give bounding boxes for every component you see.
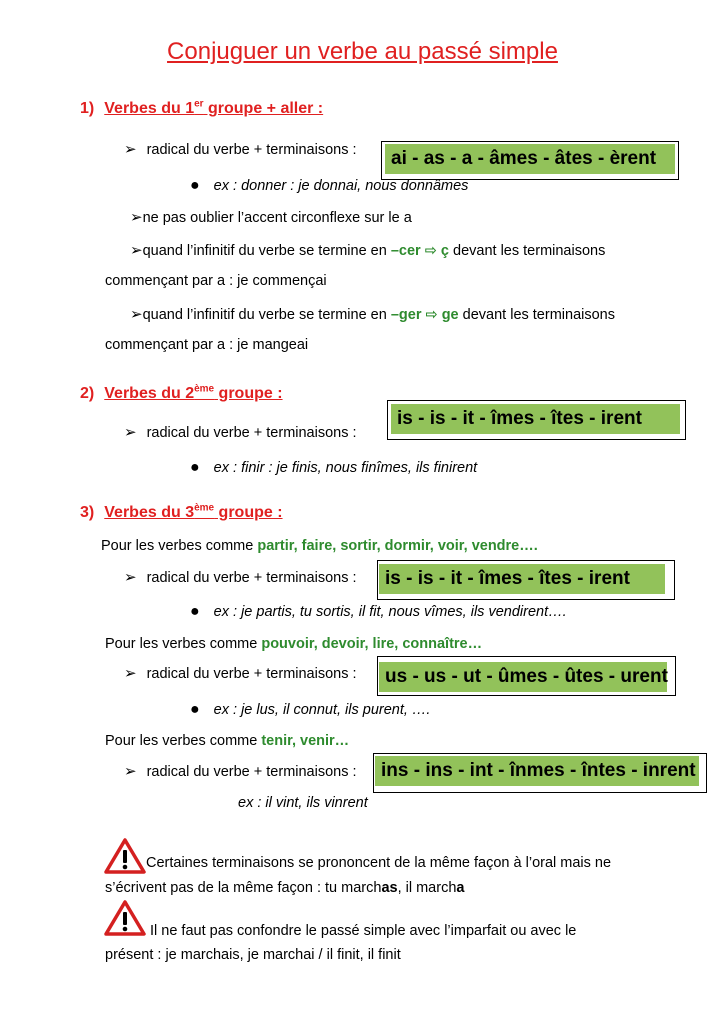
right-arrow-icon: ⇨ — [424, 243, 437, 259]
verb-list: tenir, venir… — [261, 733, 350, 749]
example-text: ex : je lus, il connut, ils purent, …. — [213, 702, 431, 718]
radical-text: radical du verbe + terminaisons : — [146, 425, 357, 441]
example-line — [190, 603, 567, 621]
section-title-sup: ème — [194, 502, 215, 514]
warning-2-line1: Il ne faut pas confondre le passé simple avec l’imparfait ou avec le — [150, 923, 577, 939]
note-continuation: commençant par a : je mangeai — [105, 337, 309, 353]
example-line — [190, 177, 468, 195]
note-line — [130, 208, 412, 226]
arrow-bullet-icon: ➢ — [130, 306, 143, 323]
example-text: ex : donner : je donnai, nous donnâmes — [213, 178, 469, 194]
section-title-text: groupe + aller : — [203, 100, 324, 117]
section-title — [104, 504, 282, 521]
arrow-bullet-icon: ➢ — [130, 209, 143, 226]
green-term: ge — [441, 307, 459, 323]
radical-text: radical du verbe + terminaisons : — [146, 666, 357, 682]
warning-text: s’écrivent pas de la même façon : tu march — [105, 880, 382, 896]
radical-line — [124, 762, 357, 780]
section-title-text: groupe : — [214, 385, 283, 402]
intro-text: Pour les verbes comme — [105, 733, 262, 749]
radical-text: radical du verbe + terminaisons : — [146, 764, 357, 780]
endings-text: ins - ins - int - înmes - întes - inrent — [375, 756, 699, 786]
section-number: 3) — [80, 504, 95, 521]
endings-text: is - is - it - îmes - îtes - irent — [391, 404, 680, 434]
example-text: ex : il vint, ils vinrent — [238, 795, 368, 811]
radical-line — [124, 568, 357, 586]
section-title — [104, 385, 282, 402]
verb-group-intro — [105, 636, 482, 652]
note-text: ne pas oublier l’accent circonflexe sur le a — [142, 210, 412, 226]
section-title-text: Verbes du 3 — [104, 504, 195, 521]
verb-group-intro — [101, 538, 538, 554]
verb-group-intro — [105, 733, 349, 749]
warning-triangle-icon — [104, 900, 146, 936]
intro-text: Pour les verbes comme — [101, 538, 258, 554]
endings-text: is - is - it - îmes - îtes - irent — [379, 564, 665, 594]
page-title: Conjuguer un verbe au passé simple — [167, 38, 558, 65]
right-arrow-icon: ⇨ — [425, 307, 438, 323]
warning-2-line2: présent : je marchais, je marchai / il finit, il finit — [105, 947, 401, 963]
section-title-text: Verbes du 2 — [104, 385, 195, 402]
warning-1-line2 — [105, 876, 464, 901]
example-text: ex : finir : je finis, nous finîmes, ils finirent — [213, 460, 478, 476]
green-term: –ger — [390, 307, 422, 323]
note-continuation: commençant par a : je commençai — [105, 273, 327, 289]
warning-text: , il march — [397, 880, 457, 896]
arrow-bullet-icon: ➢ — [124, 763, 137, 780]
section-3-heading — [80, 504, 283, 522]
green-term: –cer — [390, 243, 421, 259]
section-1-heading — [80, 100, 323, 118]
bullet-icon: ● — [190, 603, 200, 620]
example-text: ex : je partis, tu sortis, il fit, nous vîmes, ils vendirent…. — [213, 604, 567, 620]
verb-list: partir, faire, sortir, dormir, voir, vendre…. — [257, 538, 538, 554]
note-line — [130, 241, 605, 259]
green-term: ç — [440, 243, 449, 259]
example-line — [190, 701, 430, 719]
section-title-text: Verbes du 1 — [104, 100, 195, 117]
warning-triangle-icon — [104, 838, 146, 874]
bullet-icon: ● — [190, 459, 200, 476]
note-text: devant les terminaisons — [448, 243, 606, 259]
radical-line — [124, 423, 357, 441]
example-line — [190, 459, 477, 477]
bullet-icon: ● — [190, 177, 200, 194]
section-number: 2) — [80, 385, 95, 402]
arrow-bullet-icon: ➢ — [124, 424, 137, 441]
section-2-heading — [80, 385, 283, 403]
section-number: 1) — [80, 100, 95, 117]
note-text: devant les terminaisons — [458, 307, 615, 323]
warning-1-line1: Certaines terminaisons se prononcent de la même façon à l’oral mais ne — [146, 855, 612, 871]
note-text: quand l’infinitif du verbe se termine en — [142, 243, 391, 259]
arrow-bullet-icon: ➢ — [124, 665, 137, 682]
radical-text: radical du verbe + terminaisons : — [146, 142, 357, 158]
verb-list: pouvoir, devoir, lire, connaître… — [261, 636, 483, 652]
section-title-text: groupe : — [214, 504, 283, 521]
warning-emphasis: a — [456, 880, 465, 896]
intro-text: Pour les verbes comme — [105, 636, 262, 652]
arrow-bullet-icon: ➢ — [124, 569, 137, 586]
endings-text: us - us - ut - ûmes - ûtes - urent — [379, 662, 667, 692]
note-line — [130, 305, 615, 323]
section-title — [104, 100, 323, 117]
arrow-bullet-icon: ➢ — [130, 242, 143, 259]
endings-text: ai - as - a - âmes - âtes - èrent — [385, 144, 675, 174]
radical-line — [124, 140, 357, 158]
arrow-bullet-icon: ➢ — [124, 141, 137, 158]
section-title-sup: er — [194, 98, 204, 110]
radical-line — [124, 664, 357, 682]
radical-text: radical du verbe + terminaisons : — [146, 570, 357, 586]
note-text: quand l’infinitif du verbe se termine en — [142, 307, 391, 323]
warning-emphasis: as — [381, 880, 398, 896]
section-title-sup: ème — [194, 383, 215, 395]
bullet-icon: ● — [190, 701, 200, 718]
